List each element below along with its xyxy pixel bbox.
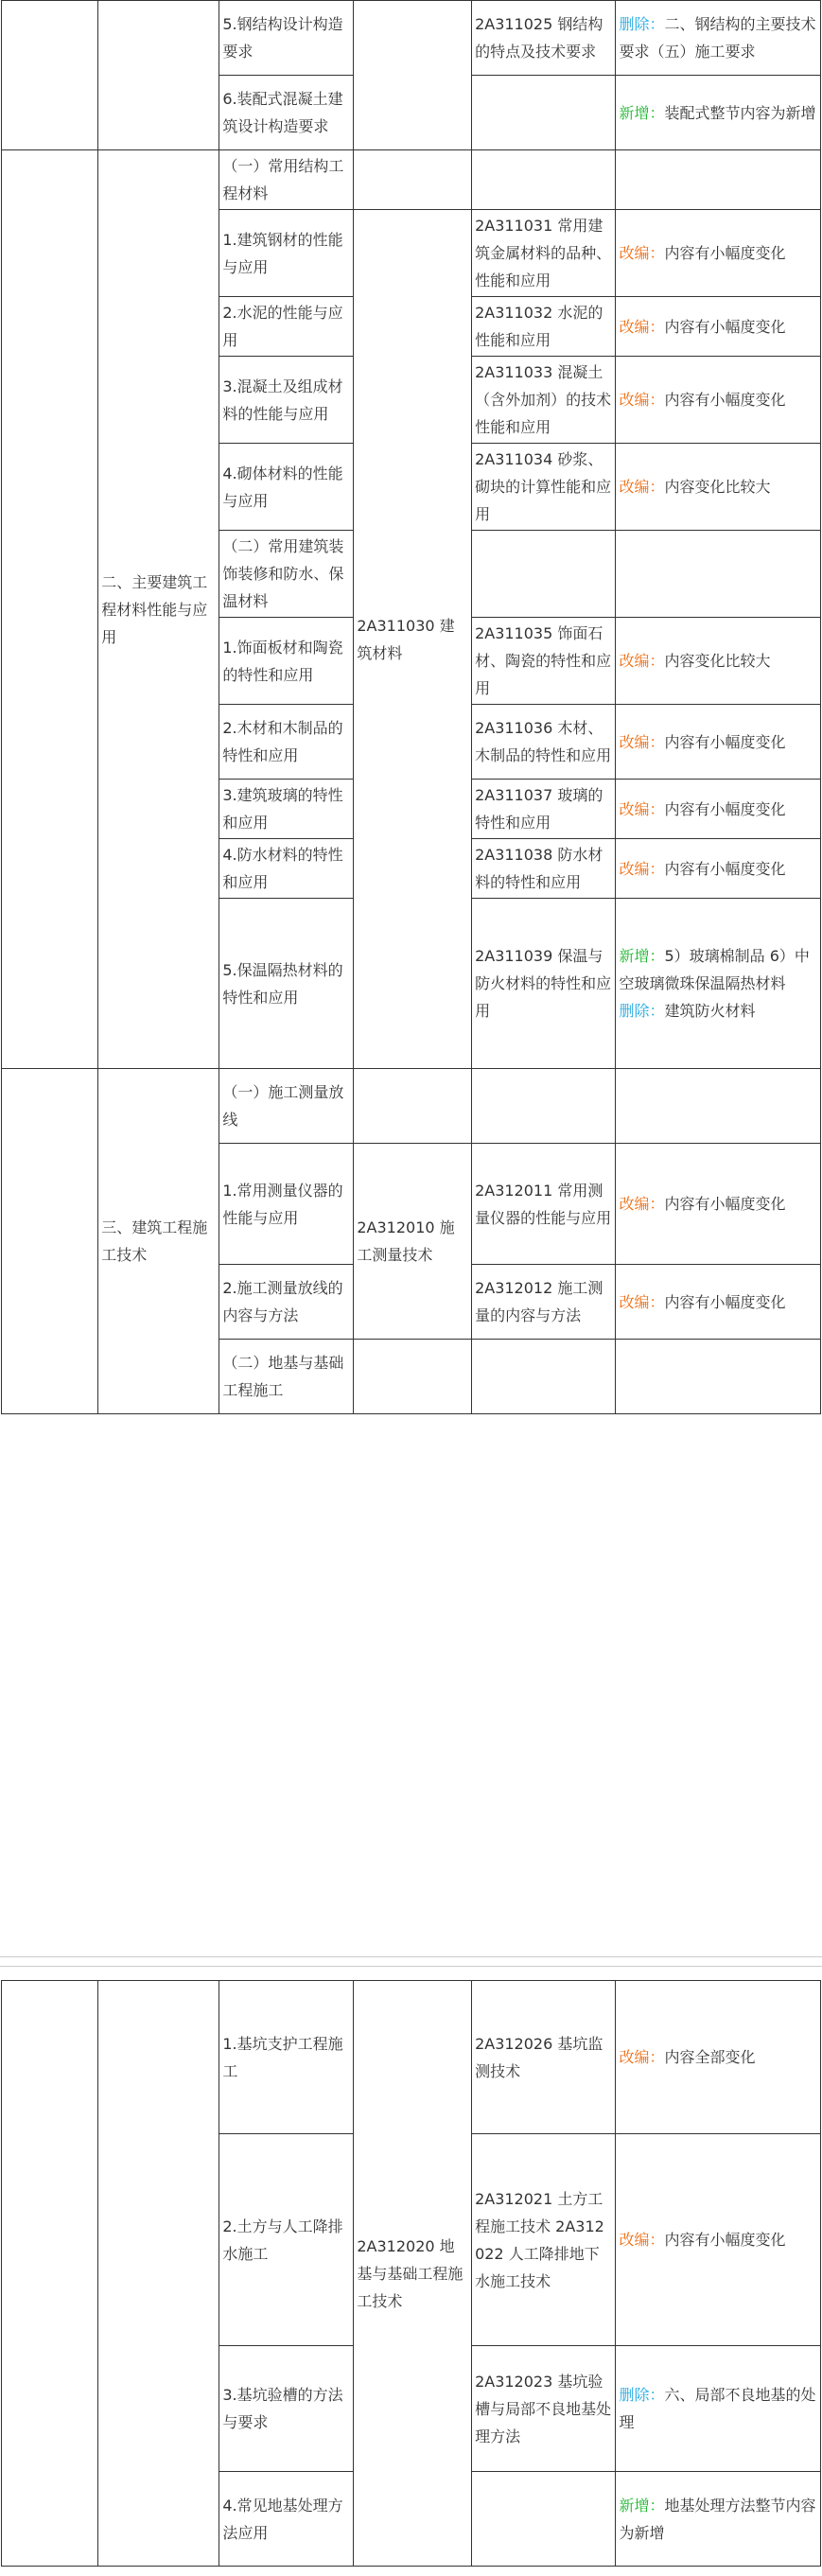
code-cell: 2A311035 饰面石材、陶瓷的特性和应用 [472,618,616,705]
blank-cell [354,1,472,150]
point-cell: 1.常用测量仪器的性能与应用 [219,1144,354,1265]
chapter-cell: 二、主要建筑工程材料性能与应用 [98,150,219,1069]
note-cell [616,2472,821,2567]
blank-cell [354,150,472,210]
tag-modified: 改编： [619,2231,665,2249]
note-text: 装配式整节内容为新增 [664,103,816,122]
note-cell [616,1,821,76]
point-cell: 2.施工测量放线的内容与方法 [219,1265,354,1340]
note-cell [616,210,821,297]
point-cell: 4.砌体材料的性能与应用 [219,444,354,531]
point-cell: 5.保温隔热材料的特性和应用 [219,899,354,1069]
table-row [2,1,821,76]
blank-cell [2,150,98,1069]
note-text: 内容有小幅度变化 [664,732,786,751]
code-cell [472,76,616,150]
table-row [2,150,821,210]
note-text: 内容有小幅度变化 [664,244,786,262]
point-cell: 1.建筑钢材的性能与应用 [219,210,354,297]
note-text: 内容有小幅度变化 [664,1292,786,1311]
code-cell: 2A312023 基坑验槽与局部不良地基处理方法 [472,2346,616,2472]
note-cell [616,618,821,705]
tag-modified: 改编： [619,652,665,670]
code-cell: 2A311025 钢结构的特点及技术要求 [472,1,616,76]
point-cell: 4.防水材料的特性和应用 [219,839,354,899]
tag-modified: 改编： [619,859,665,878]
tag-modified: 改编： [619,799,665,818]
code-cell [472,2472,616,2567]
code-cell: 2A311031 常用建筑金属材料的品种、性能和应用 [472,210,616,297]
note-cell [616,297,821,357]
tag-modified: 改编： [619,317,665,336]
note-text: 内容变化比较大 [664,652,771,670]
blank-cell [354,1069,472,1144]
note-text: 内容有小幅度变化 [664,859,786,878]
point-cell: 2.土方与人工降排水施工 [219,2134,354,2346]
section-cell: 2A312010 施工测量技术 [354,1144,472,1340]
point-cell: （二）常用建筑装饰装修和防水、保温材料 [219,531,354,618]
point-cell: （一）常用结构工程材料 [219,150,354,210]
point-cell: 3.基坑验槽的方法与要求 [219,2346,354,2472]
syllabus-table-2 [1,1980,821,2567]
tag-modified: 改编： [619,244,665,262]
blank-cell [98,1981,219,2567]
note-cell [616,2346,821,2472]
point-cell: 1.饰面板材和陶瓷的特性和应用 [219,618,354,705]
tag-modified: 改编： [619,732,665,751]
code-cell: 2A311032 水泥的性能和应用 [472,297,616,357]
tag-added: 新增： [619,2496,665,2515]
note-text: 内容变化比较大 [664,478,771,496]
point-cell: 3.建筑玻璃的特性和应用 [219,780,354,839]
tag-modified: 改编： [619,1195,665,1213]
note-text: 内容有小幅度变化 [664,1195,786,1213]
note-cell [616,357,821,444]
code-cell [472,1069,616,1144]
tag-deleted: 删除： [619,15,665,33]
syllabus-table-1 [1,0,821,1414]
tag-modified: 改编： [619,478,665,496]
page-divider [0,1966,822,1967]
note-text: 内容有小幅度变化 [664,317,786,336]
code-cell [472,531,616,618]
point-cell: （二）地基与基础工程施工 [219,1340,354,1414]
note-cell [616,1265,821,1340]
note-cell [616,1981,821,2134]
note-text: 内容全部变化 [664,2048,756,2066]
note-text: 二、钢结构的主要技术要求（五）施工要求 [619,15,816,61]
point-cell: 3.混凝土及组成材料的性能与应用 [219,357,354,444]
point-cell: 4.常见地基处理方法应用 [219,2472,354,2567]
blank-cell [98,1,219,150]
note-text: 建筑防火材料 [664,1002,756,1020]
tag-added: 新增： [619,103,665,122]
tag-deleted: 删除： [619,1002,665,1020]
code-cell: 2A312011 常用测量仪器的性能与应用 [472,1144,616,1265]
point-cell: 2.木材和木制品的特性和应用 [219,705,354,780]
code-cell: 2A311037 玻璃的特性和应用 [472,780,616,839]
note-cell [616,839,821,899]
note-cell [616,150,821,210]
code-cell: 2A311034 砂浆、砌块的计算性能和应用 [472,444,616,531]
code-cell: 2A311039 保温与防火材料的特性和应用 [472,899,616,1069]
point-cell: 1.基坑支护工程施工 [219,1981,354,2134]
code-cell: 2A311038 防水材料的特性和应用 [472,839,616,899]
code-cell: 2A312021 土方工程施工技术 2A312022 人工降排地下水施工技术 [472,2134,616,2346]
note-text: 六、局部不良地基的处理 [619,2386,816,2431]
tag-deleted: 删除： [619,2386,665,2404]
section-cell: 2A311030 建筑材料 [354,210,472,1069]
code-cell [472,150,616,210]
note-cell [616,76,821,150]
table-row [2,1069,821,1144]
note-text: 内容有小幅度变化 [664,2231,786,2249]
point-cell: 6.装配式混凝土建筑设计构造要求 [219,76,354,150]
chapter-cell: 三、建筑工程施工技术 [98,1069,219,1414]
note-text: 内容有小幅度变化 [664,799,786,818]
section-cell: 2A312020 地基与基础工程施工技术 [354,1981,472,2567]
page-divider [0,1956,822,1957]
tag-modified: 改编： [619,391,665,409]
blank-cell [354,1340,472,1414]
note-text: 地基处理方法整节内容为新增 [619,2496,816,2542]
note-cell [616,531,821,618]
point-cell: 5.钢结构设计构造要求 [219,1,354,76]
tag-added: 新增： [619,947,665,965]
tag-modified: 改编： [619,2048,665,2066]
point-cell: 2.水泥的性能与应用 [219,297,354,357]
code-cell: 2A312012 施工测量的内容与方法 [472,1265,616,1340]
note-cell [616,1069,821,1144]
note-text: 内容有小幅度变化 [664,391,786,409]
note-cell [616,780,821,839]
note-cell [616,2134,821,2346]
note-cell [616,899,821,1069]
code-cell: 2A311036 木材、木制品的特性和应用 [472,705,616,780]
note-cell [616,444,821,531]
note-cell [616,1340,821,1414]
code-cell: 2A311033 混凝土（含外加剂）的技术性能和应用 [472,357,616,444]
note-cell [616,705,821,780]
blank-cell [2,1981,98,2567]
note-cell [616,1144,821,1265]
code-cell: 2A312026 基坑监测技术 [472,1981,616,2134]
table-row [2,1981,821,2134]
tag-modified: 改编： [619,1292,665,1311]
blank-cell [2,1069,98,1414]
code-cell [472,1340,616,1414]
blank-cell [2,1,98,150]
note-text: 5）玻璃棉制品 6）中空玻璃微珠保温隔热材料 [619,947,810,992]
point-cell: （一）施工测量放线 [219,1069,354,1144]
